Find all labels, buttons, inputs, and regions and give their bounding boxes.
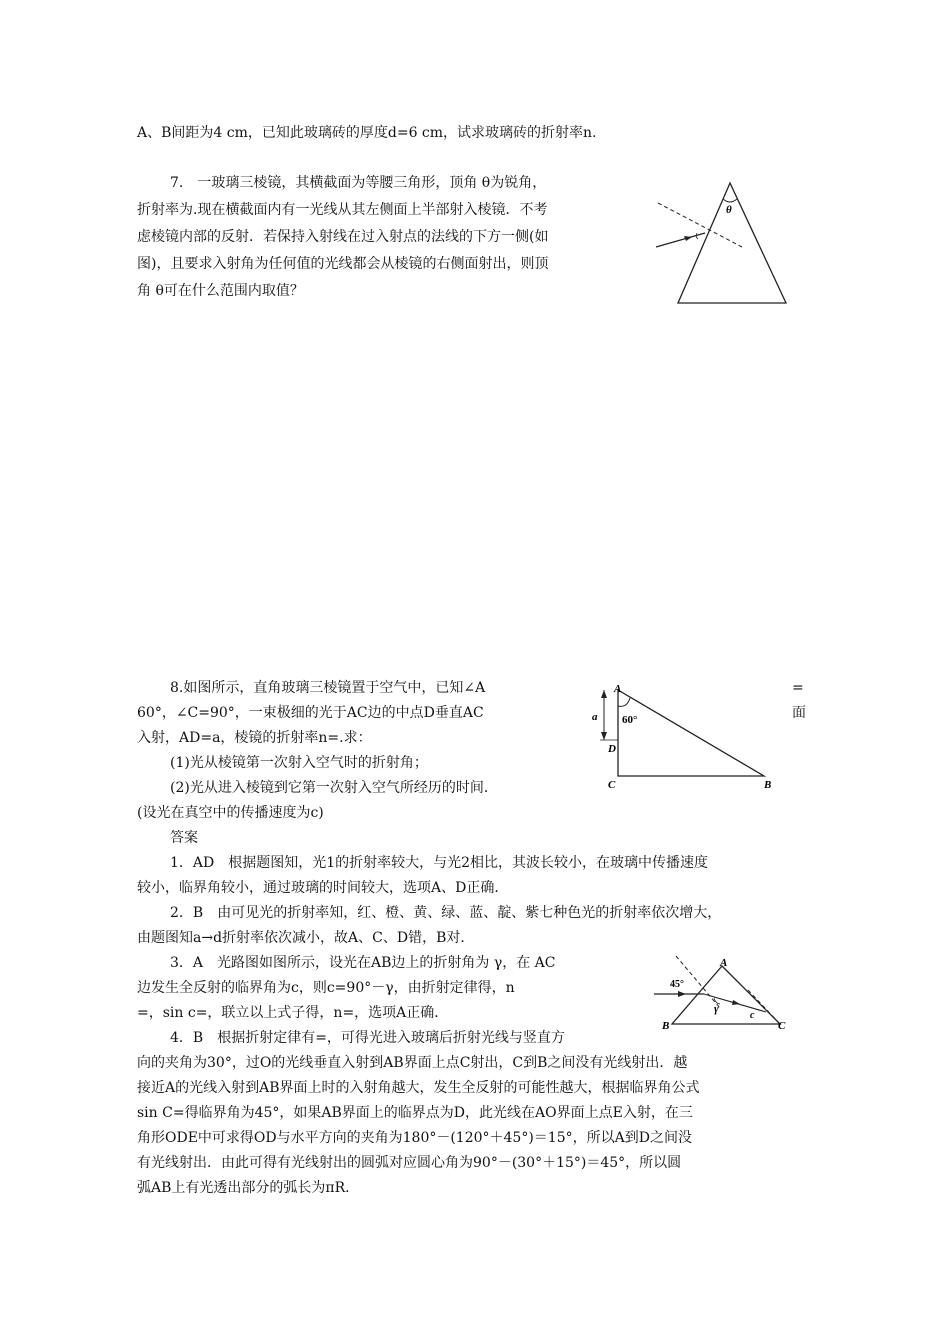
a3-label-c: c	[750, 1010, 755, 1021]
answer-2-line-1: 2．B 由可见光的折射率知，红、橙、黄、绿、蓝、靛、紫七种色光的折射率依次增大，	[170, 905, 722, 921]
q8-line-2: 60°，∠C=90°，一束极细的光于AC边的中点D垂直AC	[137, 705, 484, 721]
answer-1-line-2: 较小，临界角较小，通过玻璃的时间较大，选项A、D正确．	[137, 880, 509, 896]
a3-label-gamma: γ	[714, 1003, 719, 1015]
answer-3-line-2: 边发生全反射的临界角为c，则c=90°－γ，由折射定律得，n	[137, 980, 515, 996]
a3-incident-arrow	[678, 991, 686, 997]
a3-label-45: 45°	[670, 979, 684, 990]
q7-prism-triangle	[678, 183, 786, 303]
answer-4-line-5: 角形ODE中可求得OD与水平方向的夹角为180°－(120°＋45°)＝15°，所以A到D之间没	[137, 1130, 692, 1146]
answer-2-line-2: 由题图知a→d折射率依次减小，故A、C、D错，B对．	[137, 930, 475, 946]
answer-4-line-4: sin C=得临界角为45°，如果AB界面上的临界点为D，此光线在AO界面上点E入射，在三	[137, 1105, 693, 1121]
q8-line-4: (1)光从棱镜第一次射入空气时的折射角；	[170, 755, 428, 771]
answer-3-line-1: 3．A 光路图如图所示，设光在AB边上的折射角为 γ，在 AC	[170, 955, 556, 971]
q8-label-C: C	[608, 779, 616, 791]
q8-triangle-figure	[582, 680, 782, 795]
q7-incidence-arc	[696, 233, 698, 239]
q7-line-5: 角 θ可在什么范围内取值？	[137, 283, 304, 299]
q8-label-D: D	[608, 743, 616, 755]
answer-1-line-1: 1．AD 根据题图知，光1的折射率较大，与光2相比，其波长较小，在玻璃中传播速度	[170, 855, 709, 871]
answers-heading: 答案	[170, 830, 198, 846]
a3-label-B: B	[662, 1020, 670, 1032]
answer-4-line-3: 接近A的光线入射到AB界面上时的入射角越大，发生全反射的可能性越大，根据临界角公式	[137, 1080, 700, 1096]
q8-triangle	[618, 690, 764, 776]
answer-4-line-2: 向的夹角为30°，过O的光线垂直入射到AB界面上点C射出，C到B之间没有光线射出．越	[137, 1055, 688, 1071]
q7-line-2: 折射率为.现在横截面内有一光线从其左侧面上半部射入棱镜．不考	[137, 202, 548, 218]
q8-line-1: 8.如图所示，直角玻璃三棱镜置于空气中，已知∠A	[170, 680, 486, 696]
q7-line-4: 图)，且要求入射角为任何值的光线都会从棱镜的右侧面射出，则顶	[137, 256, 549, 272]
q8-label-B: B	[764, 779, 772, 791]
q8-label-A: A	[614, 683, 622, 695]
q7-line-1: 7. 一玻璃三棱镜，其横截面为等腰三角形，顶角 θ为锐角，	[170, 175, 547, 191]
answer-3-line-3: =，sin c=，联立以上式子得，n=，选项A正确．	[137, 1005, 449, 1021]
q8-line-3: 入射，AD=a，棱镜的折射率n=.求：	[137, 730, 372, 746]
q8-line-6: (设光在真空中的传播速度为c)	[137, 805, 324, 821]
answer-4-line-7: 弧AB上有光透出部分的弧长为πR.	[137, 1180, 350, 1196]
q8-angle-arc	[618, 698, 630, 706]
answer-4-line-1: 4．B 根据折射定律有=，可得光进入玻璃后折射光线与竖直方	[170, 1030, 565, 1046]
q7-prism-figure	[650, 175, 800, 310]
q7-line-3: 虑棱镜内部的反射．若保持入射线在过入射点的法线的下方一侧(如	[137, 229, 549, 245]
answer-4-line-6: 有光线射出．由此可得有光线射出的圆弧对应圆心角为90°－(30°＋15°)＝45°，所以圆	[137, 1155, 682, 1171]
a3-prism-triangle	[672, 966, 780, 1024]
q8-dim-arrow-top	[601, 690, 607, 698]
q8-right-fragment-2: 面	[792, 705, 806, 721]
q8-right-fragment-1: =	[792, 680, 804, 696]
q8-label-a: a	[592, 711, 598, 723]
a3-label-A: A	[720, 957, 728, 969]
q7-apex-arc	[723, 199, 737, 202]
q8-line-5: (2)光从进入棱镜到它第一次射入空气所经历的时间．	[170, 780, 498, 796]
q6-tail-text: A、B间距为4 cm，已知此玻璃砖的厚度d=6 cm，试求玻璃砖的折射率n.	[137, 125, 597, 141]
a3-label-C: C	[778, 1020, 786, 1032]
q7-theta-label: θ	[726, 204, 732, 216]
q8-label-angle: 60°	[622, 714, 638, 726]
q8-dim-arrow-bottom	[601, 732, 607, 740]
q7-incident-ray	[656, 233, 705, 247]
answer-3-figure	[650, 952, 800, 1032]
